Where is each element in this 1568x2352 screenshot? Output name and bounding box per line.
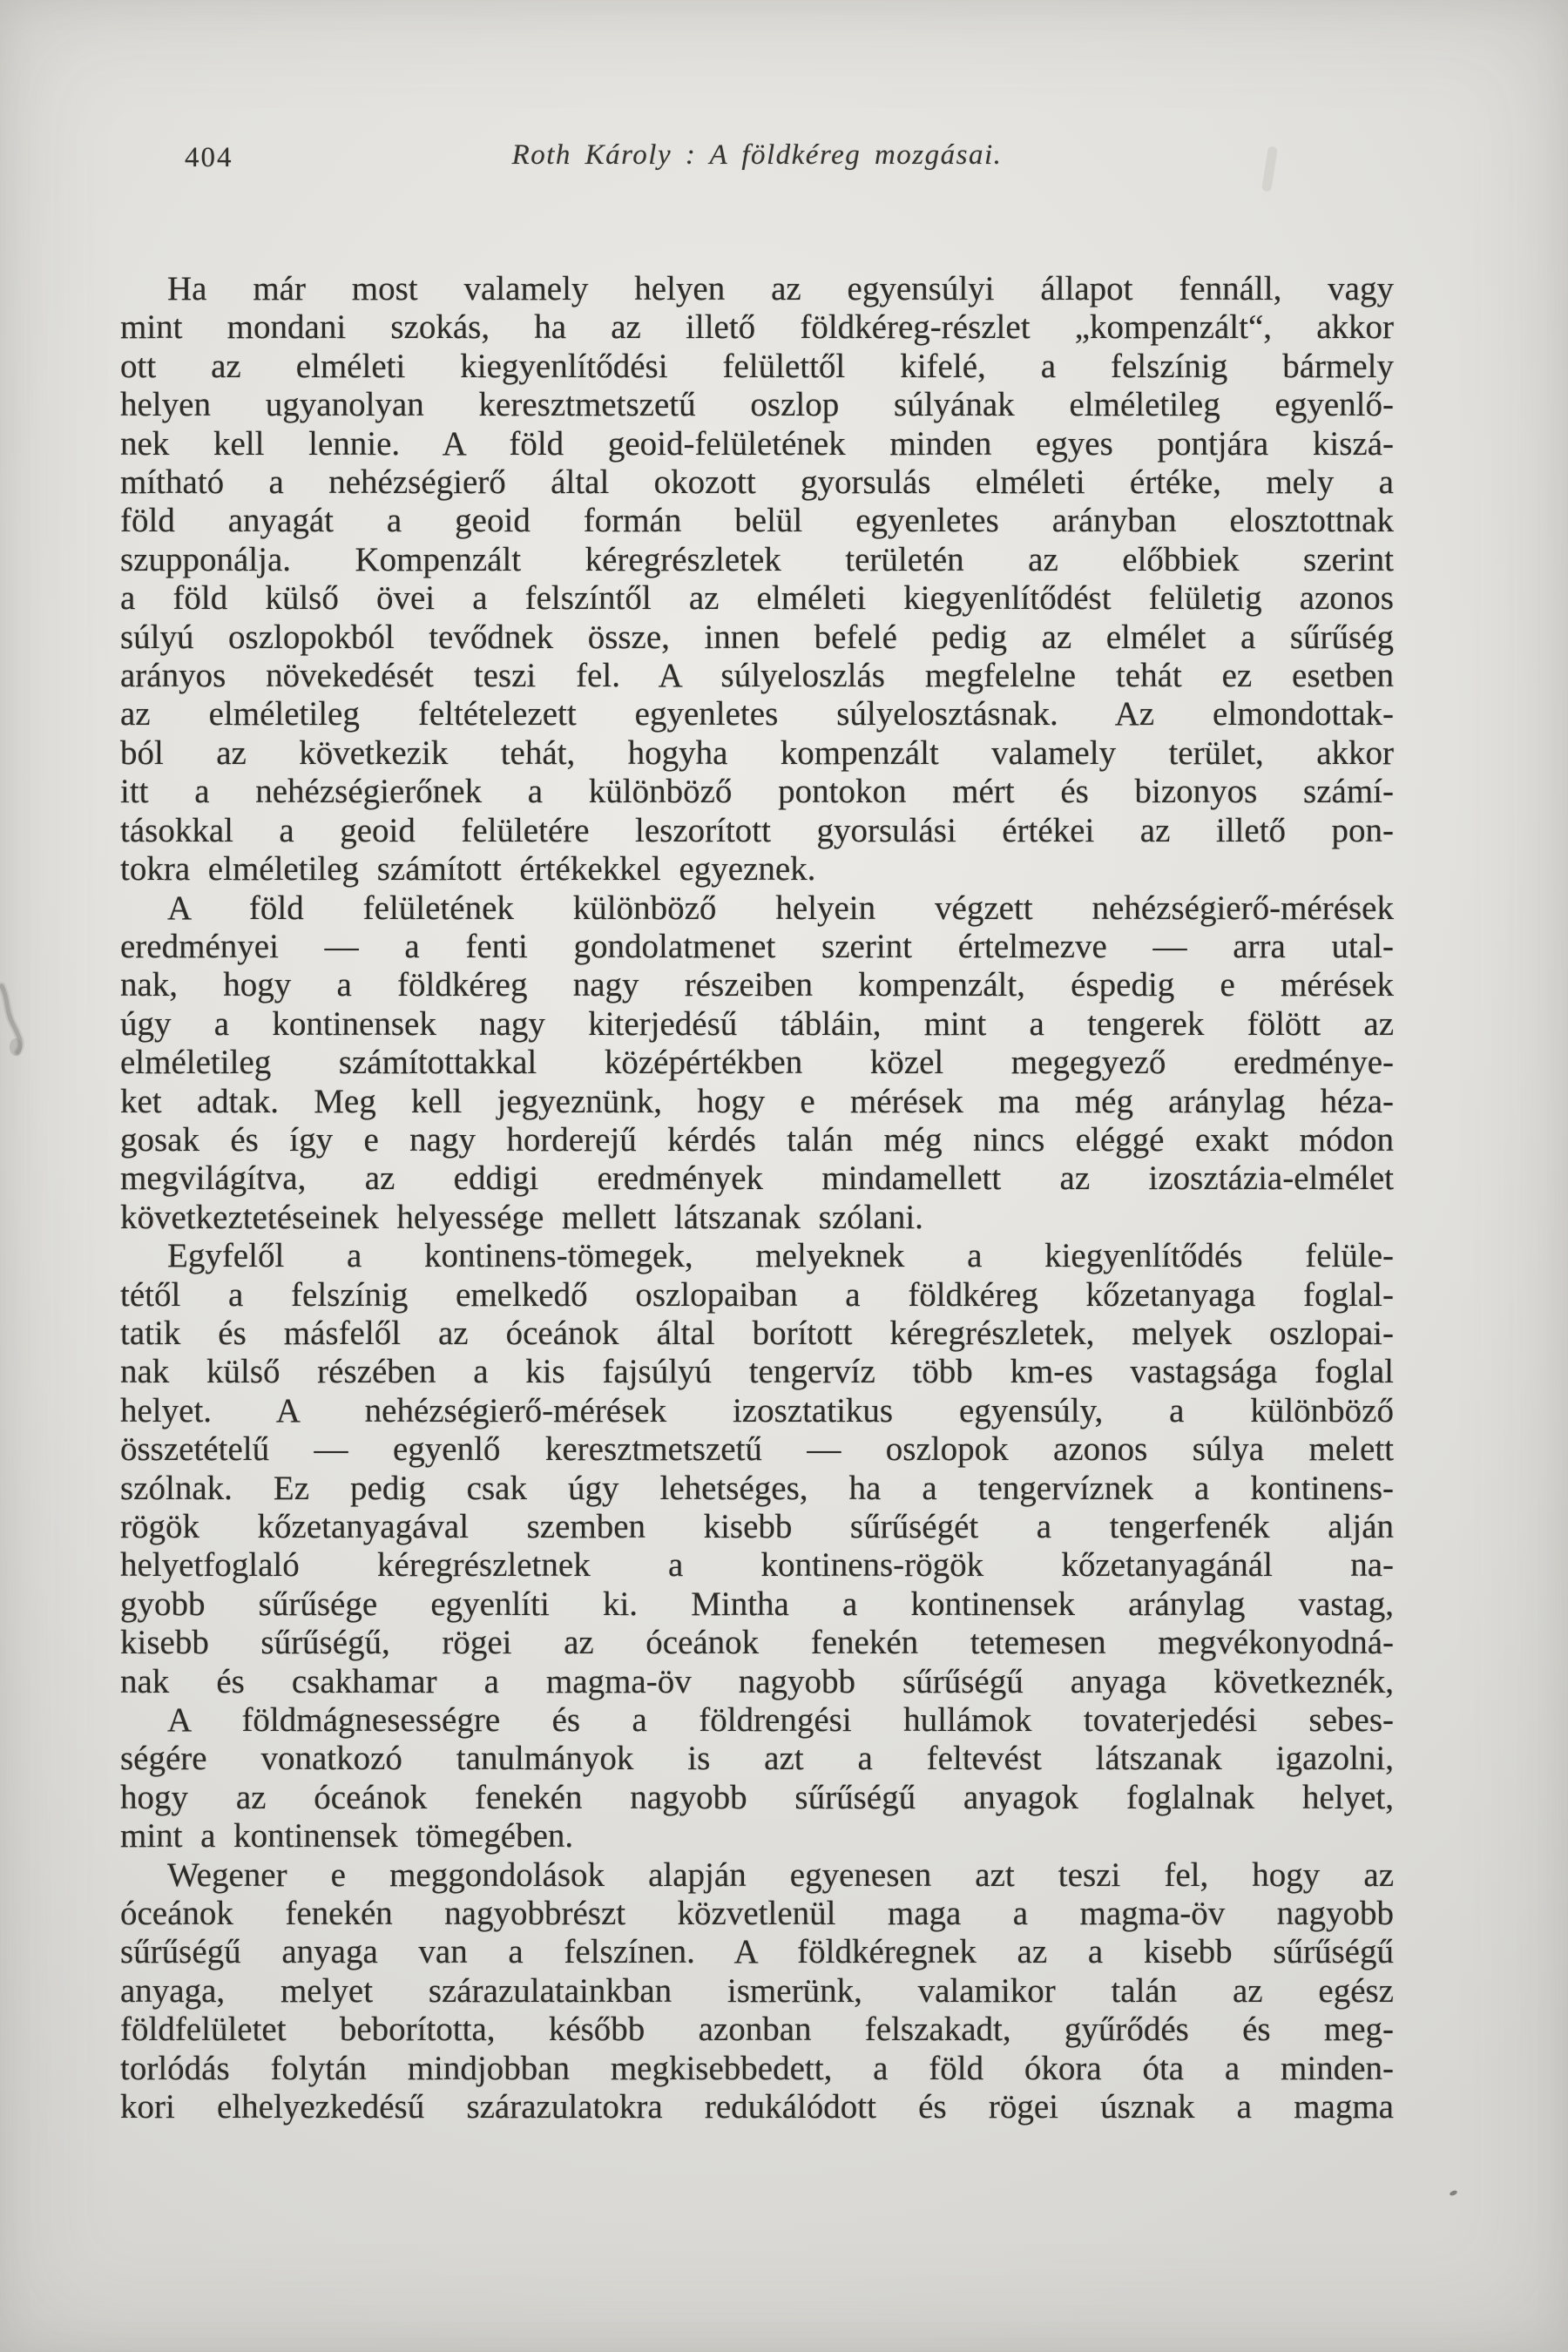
- paragraph: [120, 270, 1394, 889]
- text-line: kisebb sűrűségű, rögei az óceánok fenekén tetemesen megvékonyodná-: [120, 1624, 1394, 1662]
- text-line: gosak és így e nagy horderejű kérdés talán még nincs eléggé exakt módon: [120, 1120, 1394, 1159]
- text-line: mint mondani szokás, ha az illető földkéreg-részlet „kompenzált“, akkor: [120, 308, 1394, 347]
- text-line: arányos növekedését teszi fel. A súlyeloszlás megfelelne tehát ez esetben: [120, 657, 1394, 695]
- text-line: az elméletileg feltételezett egyenletes súlyelosztásnak. Az elmondottak-: [120, 695, 1394, 733]
- text-line: A föld felületének különböző helyein végzett nehézségierő-mérések: [167, 889, 1394, 927]
- text-line: helyetfoglaló kéregrészletnek a kontinens-rögök kőzetanyagánál na-: [120, 1546, 1394, 1585]
- paper-speck-mark: [1449, 2189, 1457, 2196]
- text-line: kori elhelyezkedésű szárazulatokra redukálódott és rögei úsznak a magma: [120, 2088, 1394, 2126]
- text-line: súlyú oszlopokból tevődnek össze, innen befelé pedig az elmélet a sűrűség: [120, 618, 1394, 656]
- text-line: a föld külső övei a felszíntől az elméleti kiegyenlítődést felületig azonos: [120, 579, 1394, 618]
- text-line: óceánok fenekén nagyobbrészt közvetlenül maga a magma-öv nagyobb: [120, 1895, 1394, 1933]
- text-line: ségére vonatkozó tanulmányok is azt a feltevést látszanak igazolni,: [120, 1740, 1394, 1778]
- text-line: itt a nehézségierőnek a különböző pontokon mért és bizonyos számí-: [120, 773, 1394, 811]
- text-line: szólnak. Ez pedig csak úgy lehetséges, ha a tengervíznek a kontinens-: [120, 1469, 1394, 1507]
- paragraph: [120, 1237, 1394, 1701]
- text-line: eredményei — a fenti gondolatmenet szerint értelmezve — arra utal-: [120, 927, 1394, 965]
- text-line: A földmágnesességre és a földrengési hullámok tovaterjedési sebes-: [167, 1701, 1394, 1740]
- text-line: tétől a felszínig emelkedő oszlopaiban a földkéreg kőzetanyaga foglal-: [120, 1275, 1394, 1314]
- page-header: [120, 139, 1394, 183]
- pencil-smudge-mark: [0, 981, 35, 1064]
- text-line: ket adtak. Meg kell jegyeznünk, hogy e mérések ma még aránylag héza-: [120, 1082, 1394, 1120]
- text-line: gyobb sűrűsége egyenlíti ki. Mintha a kontinensek aránylag vastag,: [120, 1585, 1394, 1623]
- text-line: helyet. A nehézségierő-mérések izosztatikus egyensúly, a különböző: [120, 1391, 1394, 1429]
- text-line: megvilágítva, az eddigi eredmények mindamellett az izosztázia-elmélet: [120, 1159, 1394, 1198]
- text-line: rögök kőzetanyagával szemben kisebb sűrűségét a tengerfenék alján: [120, 1508, 1394, 1545]
- page-body: [120, 270, 1394, 2127]
- text-line: Egyfelől a kontinens-tömegek, melyeknek a kiegyenlítődés felüle-: [167, 1237, 1394, 1275]
- text-line: ból az következik tehát, hogyha kompenzált valamely terület, akkor: [120, 733, 1394, 772]
- text-line: összetételű — egyenlő keresztmetszetű — oszlopok azonos súlya melett: [120, 1430, 1394, 1469]
- running-title: Roth Károly : A földkéreg mozgásai.: [511, 139, 1003, 171]
- text-line: helyen ugyanolyan keresztmetszetű oszlop súlyának elméletileg egyenlő-: [120, 386, 1394, 424]
- text-line: nak, hogy a földkéreg nagy részeiben kompenzált, éspedig e mérések: [120, 966, 1394, 1004]
- text-line: Ha már most valamely helyen az egyensúlyi állapot fennáll, vagy: [167, 270, 1394, 308]
- text-line: következtetéseinek helyessége mellett látszanak szólani.: [120, 1198, 923, 1236]
- text-line: hogy az óceánok fenekén nagyobb sűrűségű anyagok foglalnak helyet,: [120, 1778, 1394, 1816]
- text-line: tokra elméletileg számított értékekkel egyeznek.: [120, 850, 816, 889]
- text-line: nek kell lennie. A föld geoid-felületének minden egyes pontjára kiszá-: [120, 424, 1394, 463]
- text-line: elméletileg számítottakkal középértékben közel megegyező eredménye-: [120, 1044, 1394, 1082]
- text-line: sűrűségű anyaga van a felszínen. A földkéregnek az a kisebb sűrűségű: [120, 1933, 1394, 1971]
- text-line: tatik és másfelől az óceánok által borított kéregrészletek, melyek oszlopai-: [120, 1314, 1394, 1352]
- text-line: Wegener e meggondolások alapján egyenesen azt teszi fel, hogy az: [167, 1855, 1394, 1894]
- paragraph: [120, 1701, 1394, 1856]
- text-line: anyaga, melyet szárazulatainkban ismerünk, valamikor talán az egész: [120, 1971, 1394, 2010]
- text-line: földfelületet beborította, később azonban felszakadt, gyűrődés és meg-: [120, 2011, 1394, 2049]
- page-number: 404: [185, 142, 233, 173]
- text-line: föld anyagát a geoid formán belül egyenletes arányban elosztottnak: [120, 502, 1394, 540]
- paragraph: [120, 1856, 1394, 2127]
- paragraph: [120, 889, 1394, 1238]
- text-line: úgy a kontinensek nagy kiterjedésű tábláin, mint a tengerek fölött az: [120, 1004, 1394, 1043]
- text-line: torlódás folytán mindjobban megkisebbedett, a föld ókora óta a minden-: [120, 2049, 1394, 2087]
- text-line: ott az elméleti kiegyenlítődési felülettől kifelé, a felszínig bármely: [120, 347, 1394, 385]
- text-line: mint a kontinensek tömegében.: [120, 1817, 574, 1855]
- text-line: nak és csakhamar a magma-öv nagyobb sűrűségű anyaga következnék,: [120, 1662, 1394, 1700]
- text-line: mítható a nehézségierő által okozott gyorsulás elméleti értéke, mely a: [120, 463, 1394, 502]
- text-line: tásokkal a geoid felületére leszorított gyorsulási értékei az illető pon-: [120, 811, 1394, 849]
- text-line: szupponálja. Kompenzált kéregrészletek területén az előbbiek szerint: [120, 540, 1394, 578]
- text-line: nak külső részében a kis fajsúlyú tengervíz több km-es vastagsága foglal: [120, 1353, 1394, 1391]
